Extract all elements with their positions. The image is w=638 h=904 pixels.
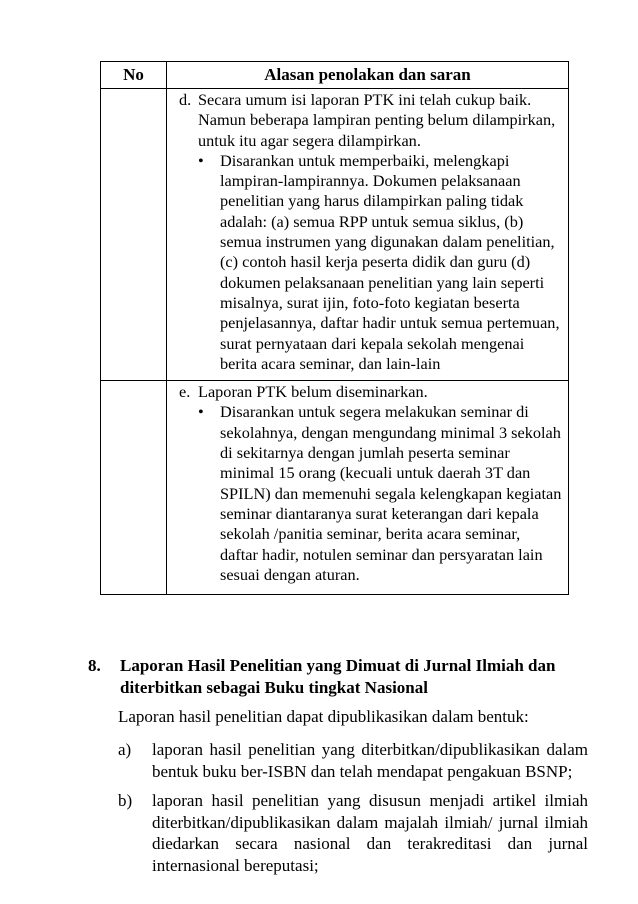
list-item [198,402,562,585]
section-heading [88,655,578,698]
bullet-dot-icon: • [198,402,204,422]
publication-list [118,739,588,885]
list-item [198,151,562,374]
suggestion-text: Disarankan untuk segera melakukan seminar di sekolahnya, dengan mengundang minimal 3 sekolah di sekitarnya dengan jumlah peserta seminar minimal 15 orang (kecuali untuk daerah 3T dan SPILN) dan memenuhi segala kelengkapan kegiatan seminar diantaranya surat keterangan dari kepala sekolah /panitia seminar, berita acara seminar, daftar hadir, notulen seminar dan persyaratan lain sesuai dengan aturan. [220,402,562,584]
list-item [118,739,588,782]
row-content-cell [167,89,569,381]
list-item-text: laporan hasil penelitian yang diterbitkan/dipublikasikan dalam bentuk buku ber-ISBN dan telah mendapat pengakuan BSNP; [152,740,588,781]
item-label: e. [179,382,191,402]
row-number-cell [101,381,167,595]
table-row [101,381,569,595]
list-item-text: laporan hasil penelitian yang disusun menjadi artikel ilmiah diterbitkan/dipublikasikan dalam majalah ilmiah/ jurnal ilmiah diedarkan secara nasional dan terakreditasi dan jurnal internasional bereputasi; [152,791,588,875]
row-content-cell [167,381,569,595]
header-no: No [101,62,167,89]
section-number: 8. [88,656,101,675]
section-title: Laporan Hasil Penelitian yang Dimuat di Jurnal Ilmiah dan diterbitkan sebagai Buku tingkat Nasional [120,656,556,697]
table-header-row [101,62,569,89]
suggestion-text: Disarankan untuk memperbaiki, melengkapi lampiran-lampirannya. Dokumen pelaksanaan penelitian yang harus dilampirkan paling tidak adalah: (a) semua RPP untuk semua siklus, (b) semua instrumen yang digunakan dalam penelitian, (c) contoh hasil kerja peserta didik dan guru (d) dokumen pelaksanaan penelitian yang lain seperti misalnya, surat ijin, foto-foto kegiatan beserta penjelasannya, daftar hadir untuk semua pertemuan, surat pernyataan dari kepala sekolah mengenai berita acara seminar, dan lain-lain [220,150,560,373]
list-item-label: a) [118,740,132,759]
table-row [101,89,569,381]
list-item [118,790,588,876]
item-text: Laporan PTK belum diseminarkan. [198,382,428,402]
row-number-cell [101,89,167,381]
item-label: d. [179,90,192,109]
header-reason: Alasan penolakan dan saran [167,62,569,89]
item-text: Secara umum isi laporan PTK ini telah cukup baik. Namun beberapa lampiran penting belum dilampirkan, untuk itu agar segera dilampirkan. [198,90,556,150]
bullet-dot-icon: • [198,150,204,170]
rejection-reasons-table [100,61,569,595]
list-item-label: b) [118,791,133,811]
section-intro: Laporan hasil penelitian dapat dipublikasikan dalam bentuk: [118,707,529,726]
